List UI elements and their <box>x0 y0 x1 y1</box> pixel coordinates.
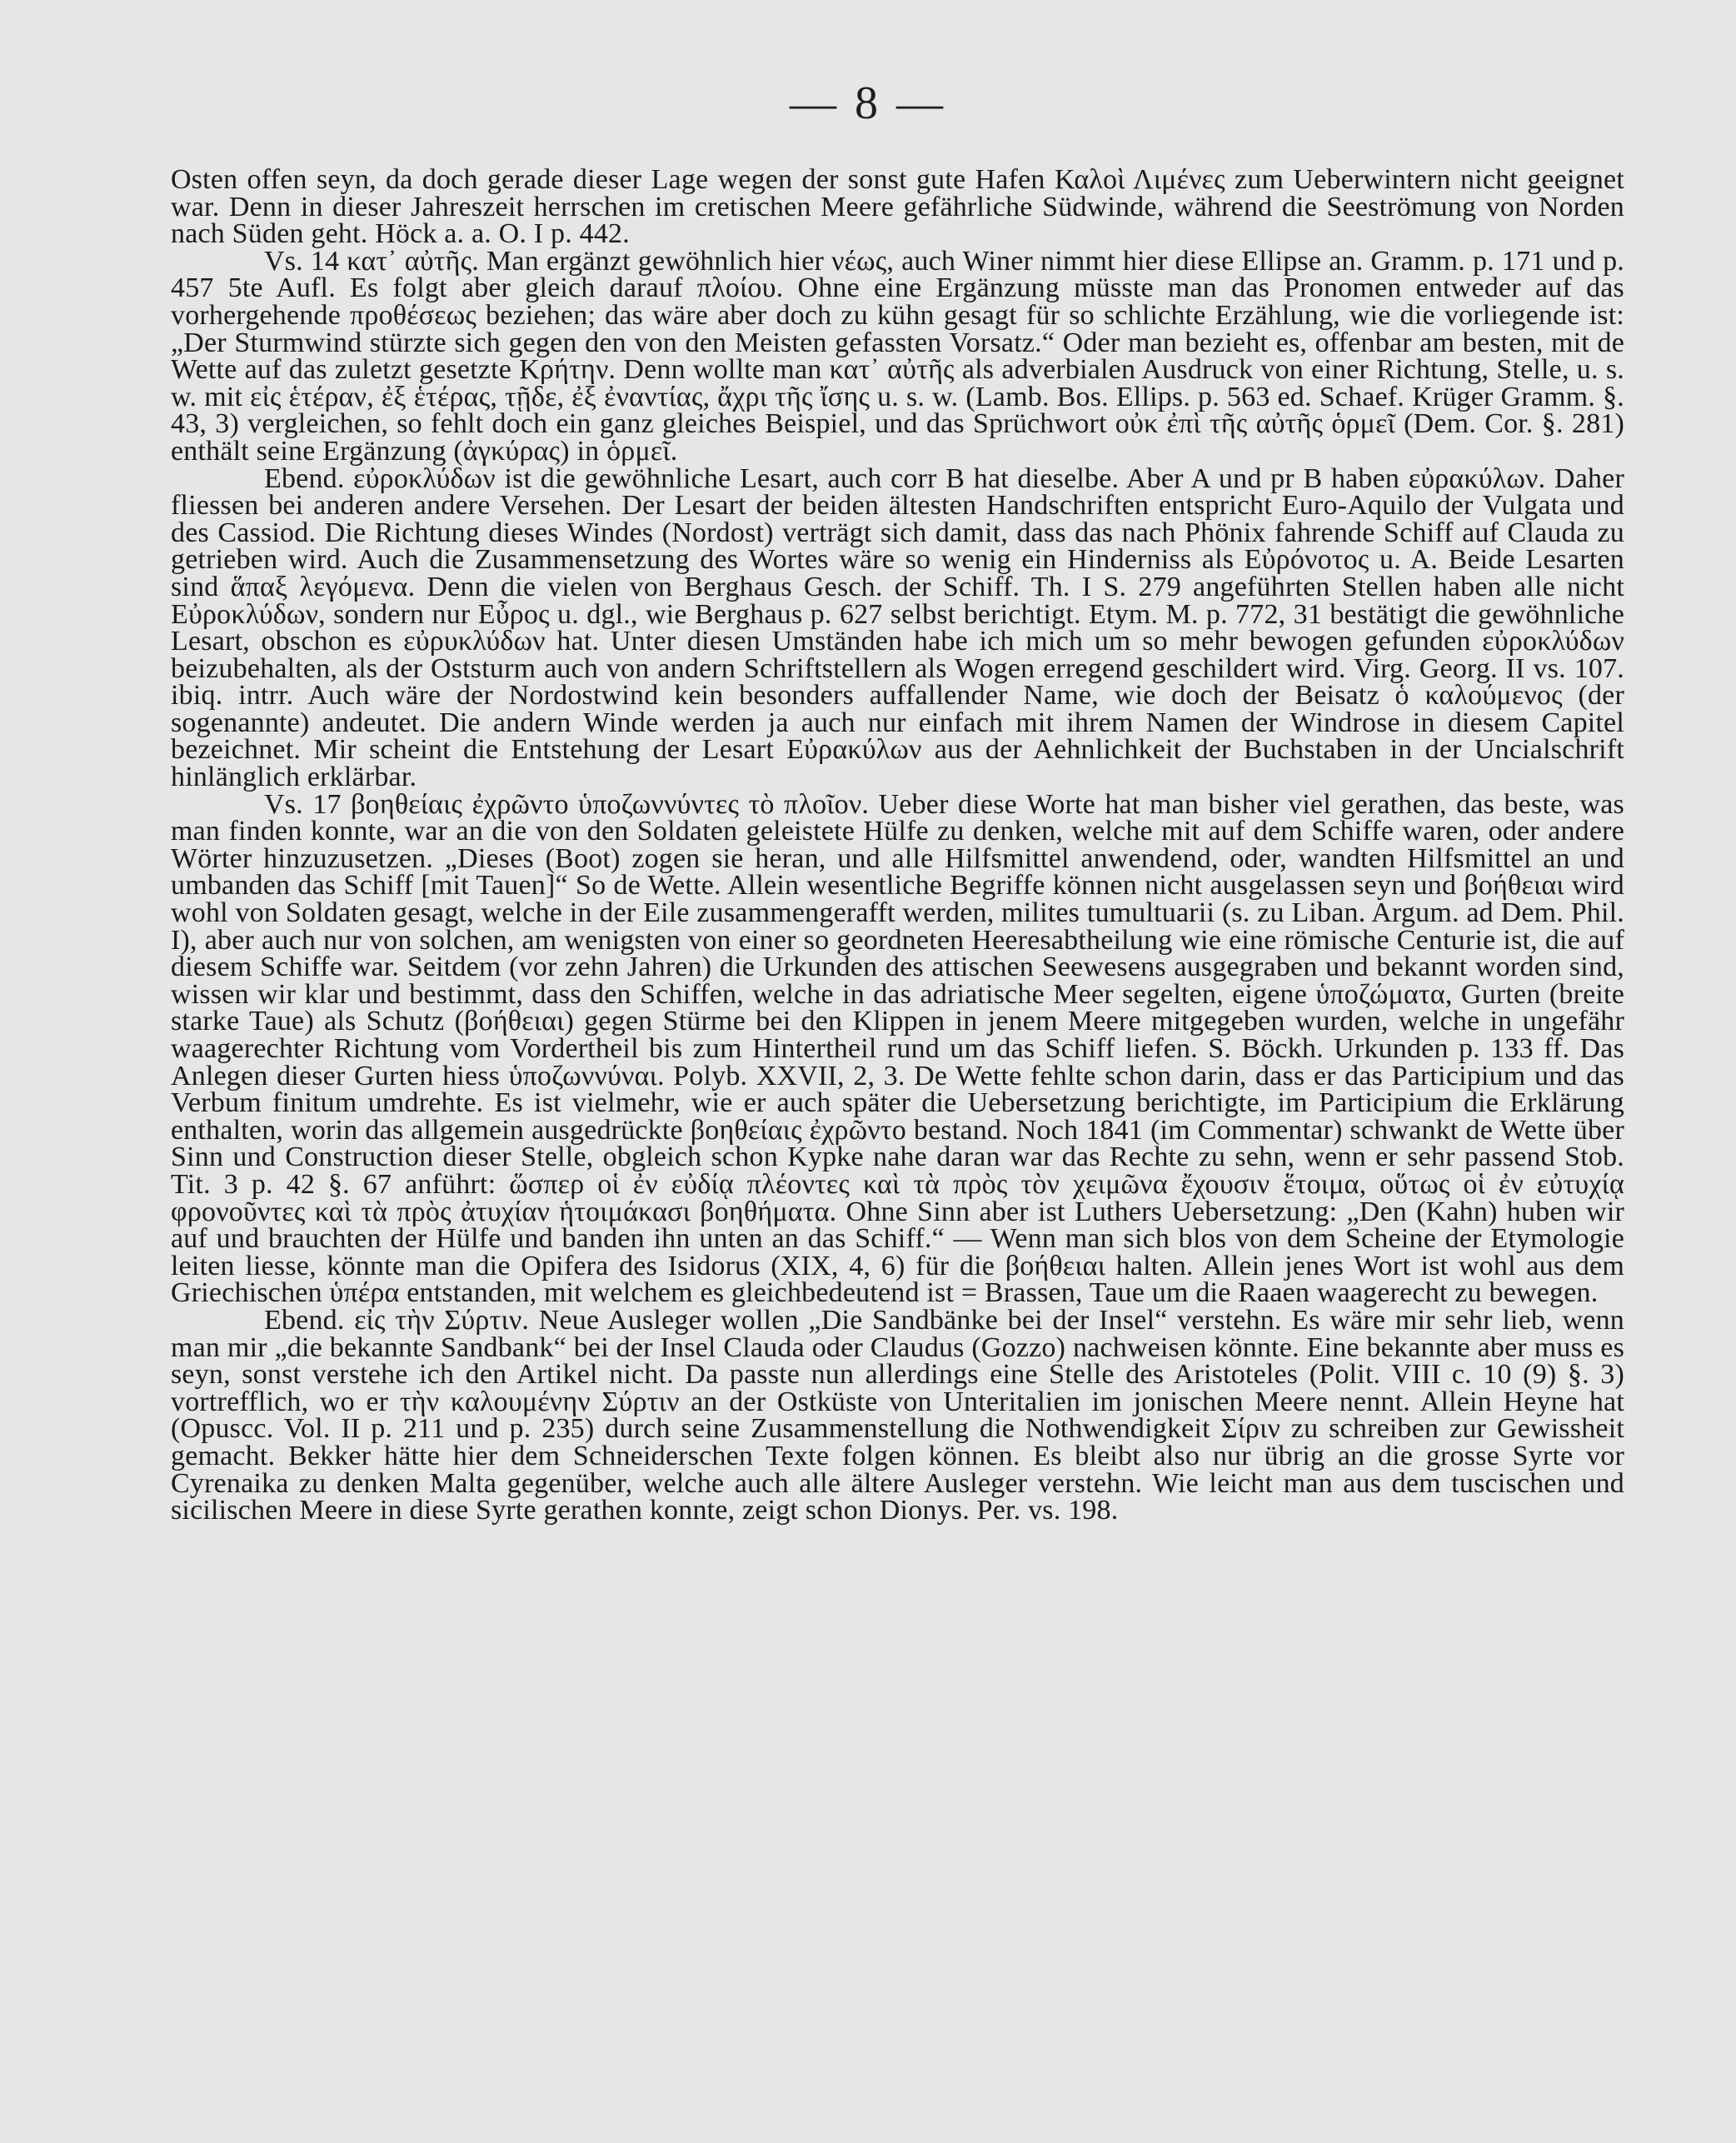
page-number: — 8 — <box>790 77 946 129</box>
body-text <box>171 164 1624 1526</box>
paragraph-syrtis: Ebend. εἰς τὴν Σύρτιν. Neue Ausleger wollen „Die Sandbänke bei der Insel“ verstehn. Es wäre mir sehr lieb, wenn man mir „die bekannte Sandbank“ bei der Insel Clauda oder Claudus (Gozzo) nachweisen könnte. Eine bekannte aber muss es seyn, sonst verstehe ich den Artikel nicht. Da passte nun allerdings eine Stelle des Aristoteles (Polit. VIII c. 10 (9) §. 3) vortrefflich, wo er τὴν καλουμένην Σύρτιν an der Ostküste von Unteritalien im jonischen Meere nennt. Allein Heyne hat (Opuscc. Vol. II p. 211 und p. 235) durch seine Zusammenstellung die Nothwendigkeit Σίριν zu schreiben zur Gewissheit gemacht. Bekker hätte hier dem Schneiderschen Texte folgen können. Es bleibt also nur übrig an die grosse Syrte vor Cyrenaika zu denken Malta gegenüber, welche auch alle ältere Ausleger verstehn. Wie leicht man aus dem tuscischen und sicilischen Meere in diese Syrte gerathen konnte, zeigt schon Dionys. Per. vs. 198. <box>171 1304 1624 1526</box>
paragraph-continuation: Osten offen seyn, da doch gerade dieser Lage wegen der sonst gute Hafen Καλοὶ Λιμένες zum Ueberwintern nicht geeignet war. Denn in dieser Jahreszeit herrschen im cretischen Meere gefährliche Südwinde, während die Seeströmung von Norden nach Süden geht. Höck a. a. O. I p. 442. <box>171 164 1624 250</box>
paragraph-vs14: Vs. 14 κατ᾽ αὐτῆς. Man ergänzt gewöhnlich hier νέως, auch Winer nimmt hier diese Ellipse an. Gramm. p. 171 und p. 457 5te Aufl. Es folgt aber gleich darauf πλοίου. Ohne eine Ergänzung müsste man das Pronomen entweder auf das vorhergehende προθέσεως beziehen; das wäre aber doch zu kühn gesagt für so schlichte Erzählung, wie die vorliegende ist: „Der Sturmwind stürzte sich gegen den von den Meisten gefassten Vorsatz.“ Oder man bezieht es, offenbar am besten, mit de Wette auf das zuletzt gesetzte Κρήτην. Denn wollte man κατ᾽ αὐτῆς als adverbialen Ausdruck von einer Richtung, Stelle, u. s. w. mit εἰς ἑτέραν, ἐξ ἑτέρας, τῇδε, ἐξ ἐναντίας, ἄχρι τῆς ἴσης u. s. w. (Lamb. Bos. Ellips. p. 563 ed. Schaef. Krüger Gramm. §. 43, 3) vergleichen, so fehlt doch ein ganz gleiches Beispiel, und das Sprüchwort οὐκ ἐπὶ τῆς αὐτῆς ὁρμεῖ (Dem. Cor. §. 281) enthält seine Ergänzung (ἀγκύρας) in ὁρμεῖ. <box>171 245 1624 467</box>
paragraph-euroklydon: Ebend. εὐροκλύδων ist die gewöhnliche Lesart, auch corr B hat dieselbe. Aber A und pr B haben εὐρακύλων. Daher fliessen bei anderen andere Versehen. Der Lesart der beiden ältesten Handschriften entspricht Euro-Aquilo der Vulgata und des Cassiod. Die Richtung dieses Windes (Nordost) verträgt sich damit, dass das nach Phönix fahrende Schiff auf Clauda zu getrieben wird. Auch die Zusammensetzung des Wortes wäre so wenig ein Hinderniss als Εὐρόνοτος u. A. Beide Lesarten sind ἅπαξ λεγόμενα. Denn die vielen von Berghaus Gesch. der Schiff. Th. I S. 279 angeführten Stellen haben alle nicht Εὐροκλύδων, sondern nur Εὖρος u. dgl., wie Berghaus p. 627 selbst berichtigt. Etym. M. p. 772, 31 bestätigt die gewöhnliche Lesart, obschon es εὐρυκλύδων hat. Unter diesen Umständen habe ich mich um so mehr bewogen gefunden εὐροκλύδων beizubehalten, als der Oststurm auch von andern Schriftstellern als Wogen erregend geschildert wird. Virg. Georg. II vs. 107. ibiq. intrr. Auch wäre der Nordostwind kein besonders auffallender Name, wie doch der Beisatz ὁ καλούμενος (der sogenannte) andeutet. Die andern Winde werden ja auch nur einfach mit ihrem Namen der Windrose in diesem Capitel bezeichnet. Mir scheint die Entstehung der Lesart Εὐρακύλων aus der Aehnlichkeit der Buchstaben in der Uncialschrift hinlänglich erklärbar. <box>171 462 1624 793</box>
paragraph-vs17: Vs. 17 βοηθείαις ἐχρῶντο ὑποζωννύντες τὸ πλοῖον. Ueber diese Worte hat man bisher viel gerathen, das beste, was man finden konnte, war an die von den Soldaten geleistete Hülfe zu denken, welche mit auf dem Schiffe waren, oder andere Wörter hinzuzusetzen. „Dieses (Boot) zogen sie heran, und alle Hilfsmittel anwendend, oder, wandten Hilfsmittel an und umbanden das Schiff [mit Tauen]“ So de Wette. Allein wesentliche Begriffe können nicht ausgelassen seyn und βοήθειαι wird wohl von Soldaten gesagt, welche in der Eile zusammengerafft werden, milites tumultuarii (s. zu Liban. Argum. ad Dem. Phil. I), aber auch nur von solchen, am wenigsten von einer so geordneten Heeresabtheilung wie eine römische Centurie ist, die auf diesem Schiffe war. Seitdem (vor zehn Jahren) die Urkunden des attischen Seewesens ausgegraben und bekannt worden sind, wissen wir klar und bestimmt, dass den Schiffen, welche in das adriatische Meer segelten, eigene ὑποζώματα, Gurten (breite starke Taue) als Schutz (βοήθειαι) gegen Stürme bei den Klippen in jenem Meere mitgegeben wurden, welche in ungefähr waagerechter Richtung vom Vordertheil bis zum Hintertheil rund um das Schiff liefen. S. Böckh. Urkunden p. 133 ff. Das Anlegen dieser Gurten hiess ὑποζωννύναι. Polyb. XXVII, 2, 3. De Wette fehlte schon darin, dass er das Participium und das Verbum finitum umdrehte. Es ist vielmehr, wie er auch später die Uebersetzung berichtigte, im Participium die Erklärung enthalten, worin das allgemein ausgedrückte βοηθείαις ἐχρῶντο bestand. Noch 1841 (im Commentar) schwankt de Wette über Sinn und Construction dieser Stelle, obgleich schon Kypke nahe daran war das Rechte zu sehn, wenn er sehr passend Stob. Tit. 3 p. 42 §. 67 anführt: ὥσπερ οἱ ἐν εὐδίᾳ πλέοντες καὶ τὰ πρὸς τὸν χειμῶνα ἔχουσιν ἕτοιμα, οὕτως οἱ ἐν εὐτυχίᾳ φρονοῦντες καὶ τὰ πρὸς ἀτυχίαν ἡτοιμάκασι βοηθήματα. Ohne Sinn aber ist Luthers Uebersetzung: „Den (Kahn) huben wir auf und brauchten der Hülfe und banden ihn unten an das Schiff.“ — Wenn man sich blos von dem Scheine der Etymologie leiten liesse, könnte man die Opifera des Isidorus (XIX, 4, 6) für die βοήθειαι halten. Allein jenes Wort ist wohl aus dem Griechischen ὑπέρα entstanden, mit welchem es gleichbedeutend ist = Brassen, Taue um die Raaen waagerecht zu bewegen. <box>171 788 1624 1309</box>
